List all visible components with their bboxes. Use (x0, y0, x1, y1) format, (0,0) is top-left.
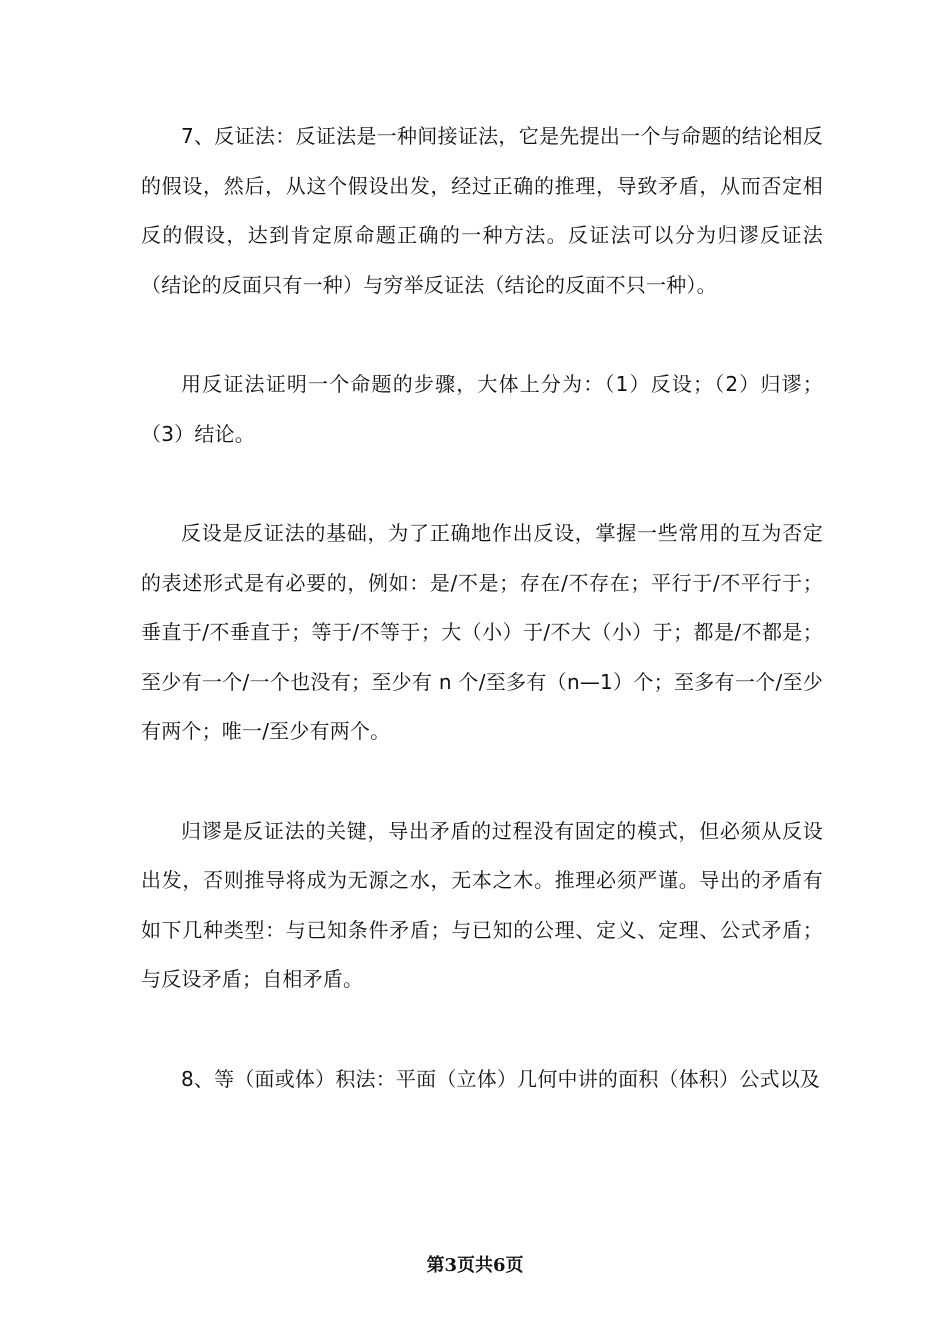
paragraph-proof-by-contradiction: 7、反证法：反证法是一种间接证法，它是先提出一个与命题的结论相反的假设，然后，从这个假设出发，经过正确的推理，导致矛盾，从而否定相反的假设，达到肯定原命题正确的一种方法。反证法可以分为归谬反证法（结论的反面只有一种）与穷举反证法（结论的反面不只一种）。 (141, 124, 823, 297)
paragraph-area-volume-method: 8、等（面或体）积法：平面（立体）几何中讲的面积（体积）公式以及 (181, 1066, 821, 1091)
paragraph-reductio-contradiction: 归谬是反证法的关键，导出矛盾的过程没有固定的模式，但必须从反设出发，否则推导将成为无源之水，无本之木。推理必须严谨。导出的矛盾有如下几种类型：与已知条件矛盾；与已知的公理、定义、定理、公式矛盾；与反设矛盾；自相矛盾。 (141, 818, 823, 991)
document-body (141, 112, 823, 1154)
paragraph-negation-forms: 反设是反证法的基础，为了正确地作出反设，掌握一些常用的互为否定的表述形式是有必要的，例如：是/不是；存在/不存在；平行于/不平行于；垂直于/不垂直于；等于/不等于；大（小）于/不大（小）于；都是/不都是；至少有一个/一个也没有；至少有 n 个/至多有（n—1）个；至多有一个/至少有两个；唯一/至少有两个。 (141, 521, 823, 743)
paragraph-proof-steps: 用反证法证明一个命题的步骤，大体上分为：（1）反设；（2）归谬；（3）结论。 (141, 372, 823, 446)
page-number-footer: 第3页共6页 (426, 1255, 524, 1276)
